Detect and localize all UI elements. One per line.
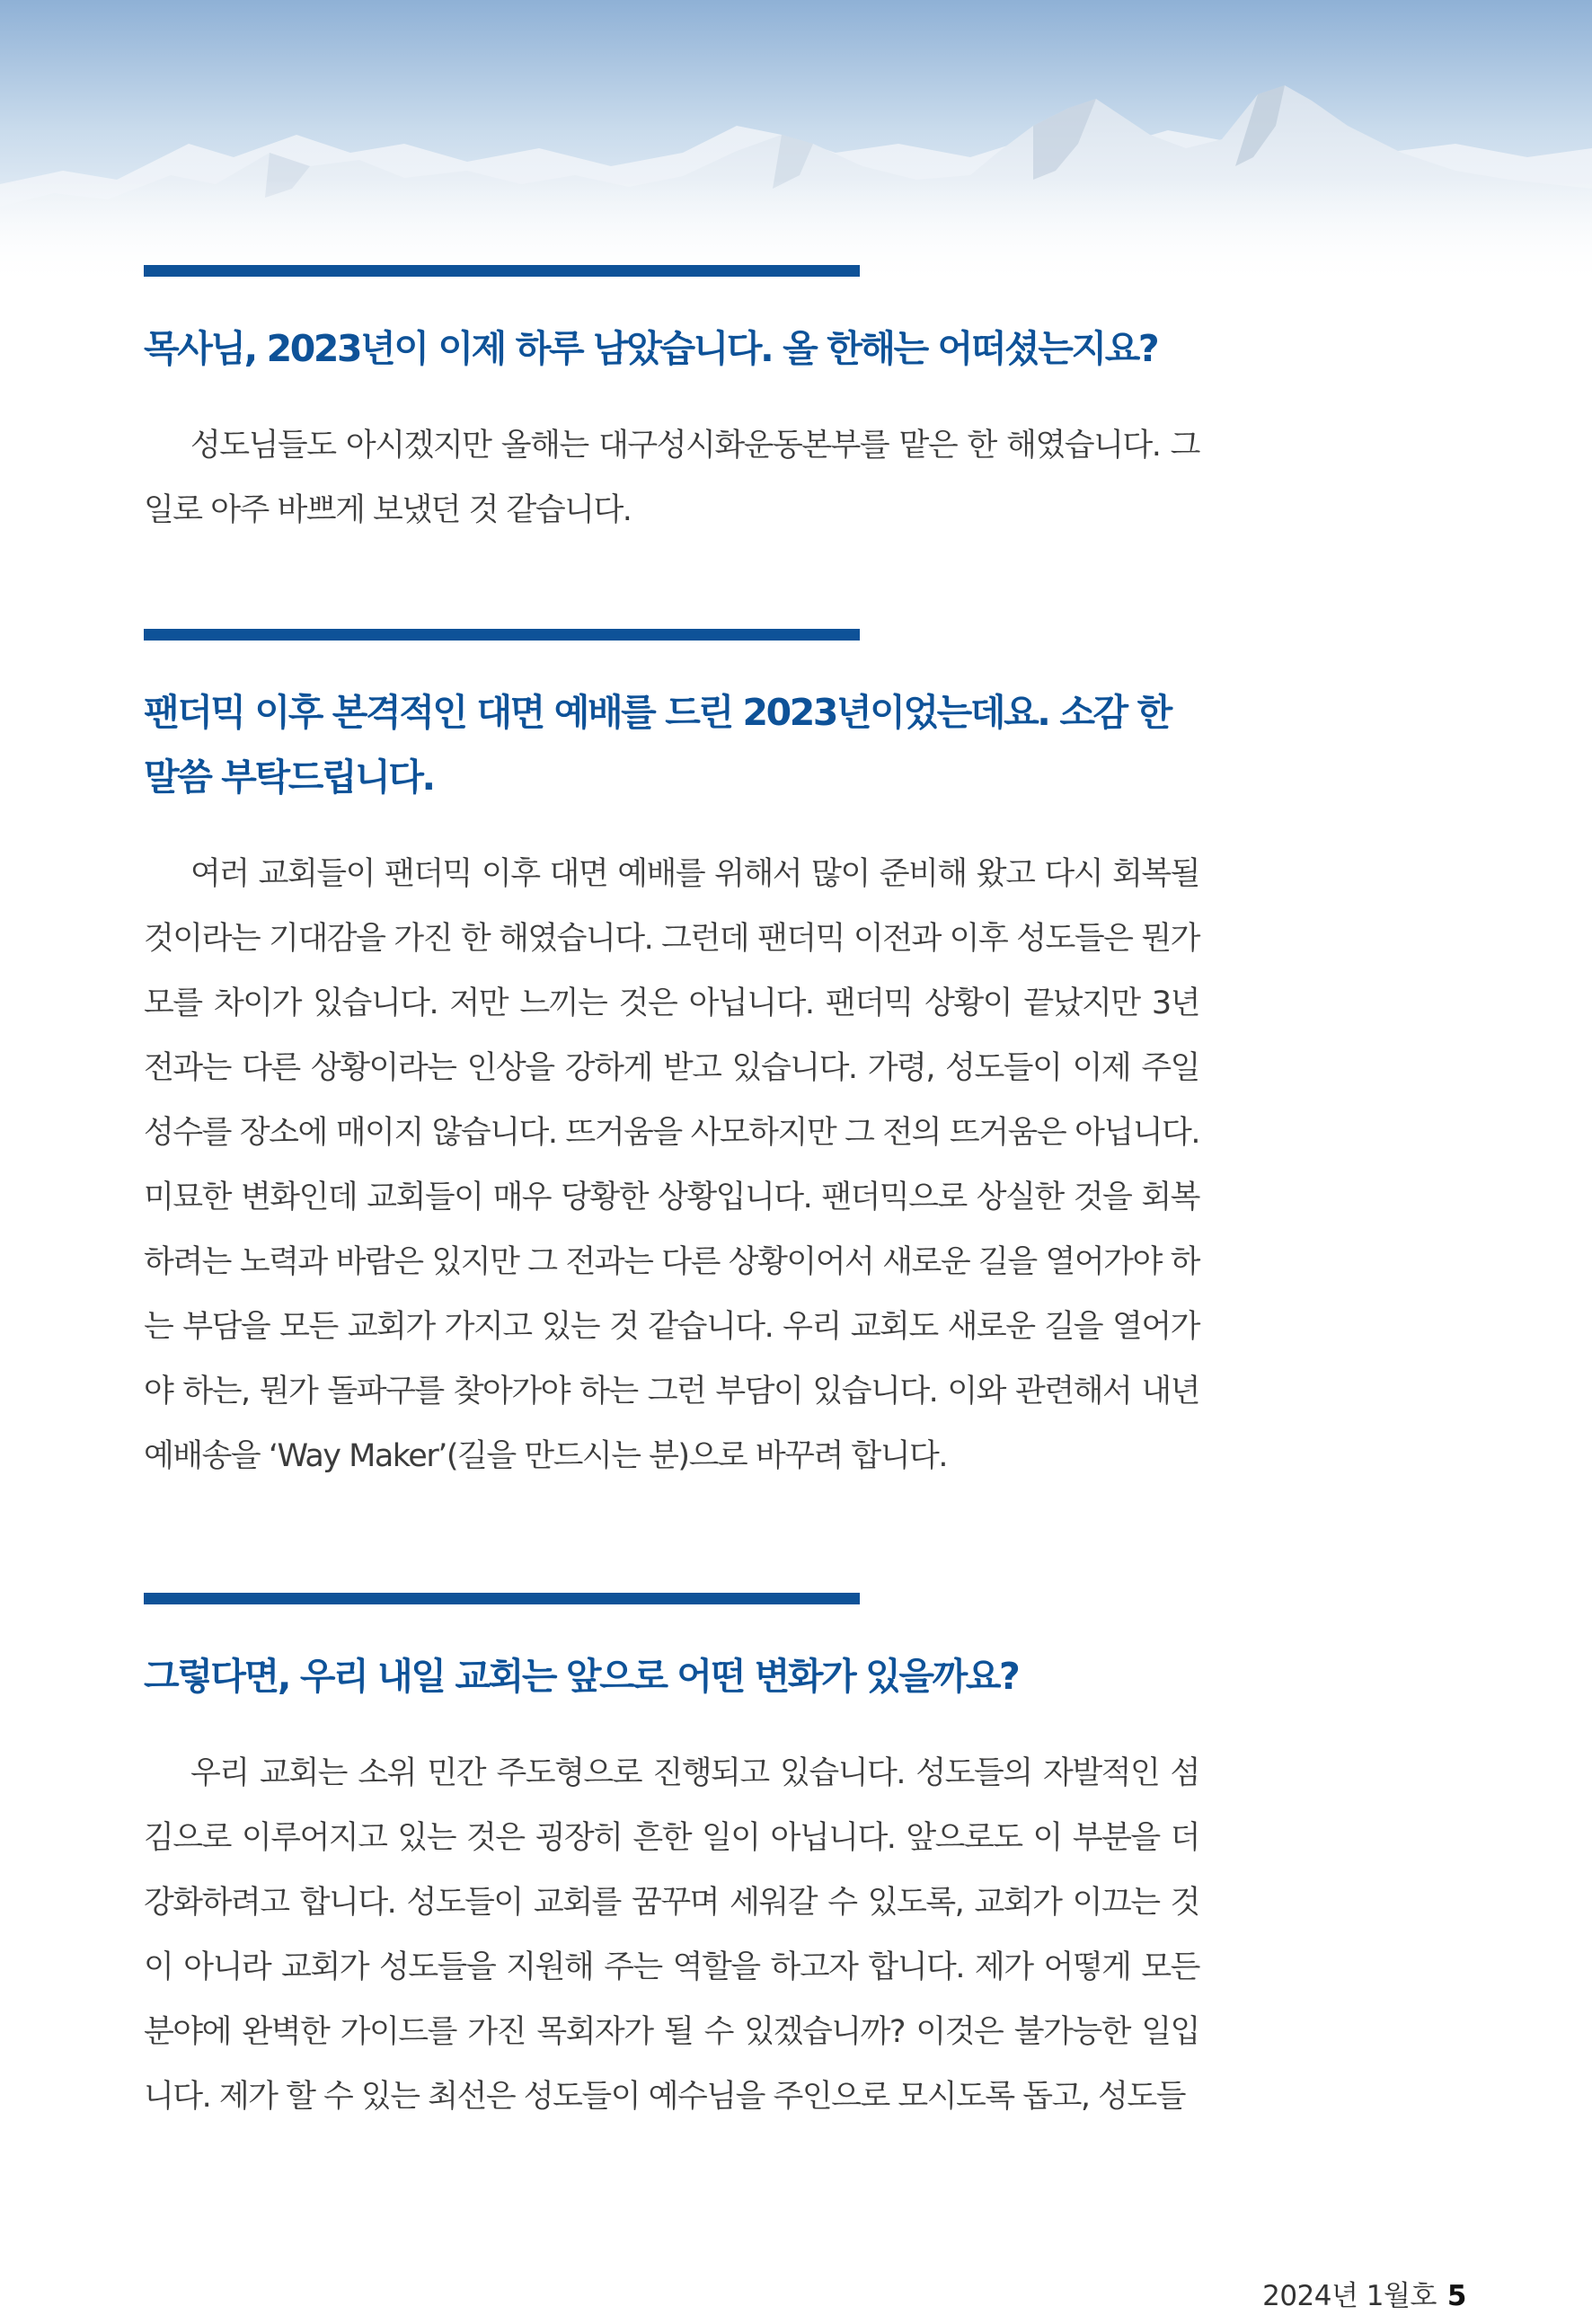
interview-section-2 (144, 629, 1199, 1489)
section-divider (144, 1593, 860, 1604)
question-heading: 목사님, 2023년이 이제 하루 남았습니다. 올 한해는 어떠셨는지요? (144, 327, 1158, 370)
interview-section-1 (144, 265, 1199, 543)
issue-label: 2024년 1월호 (1262, 2280, 1437, 2312)
mountain-header-image (0, 0, 1592, 287)
page-number: 5 (1446, 2280, 1466, 2312)
question-heading: 그렇다면, 우리 내일 교회는 앞으로 어떤 변화가 있을까요? (144, 1655, 1019, 1698)
page-footer (1262, 2273, 1466, 2313)
section-divider (144, 629, 860, 641)
section-divider (144, 265, 860, 277)
interview-section-3 (144, 1593, 1199, 2129)
question-heading: 팬더믹 이후 본격적인 대면 예배를 드린 2023년이었는데요. 소감 한 말씀 부탁드립니다. (144, 691, 1171, 799)
answer-paragraph: 성도님들도 아시겠지만 올해는 대구성시화운동본부를 맡은 한 해였습니다. 그 일로 아주 바쁘게 보냈던 것 같습니다. (144, 428, 1199, 528)
answer-paragraph: 우리 교회는 소위 민간 주도형으로 진행되고 있습니다. 성도들의 자발적인 섬김으로 이루어지고 있는 것은 굉장히 흔한 일이 아닙니다. 앞으로도 이 부분을 더 강화하려고 합니다. 성도들이 교회를 꿈꾸며 세워갈 수 있도록, 교회가 이끄는 것이 아니라 교회가 성도들을 지원해 주는 역할을 하고자 합니다. 제가 어떻게 모든 분야에 완벽한 가이드를 가진 목회자가 될 수 있겠습니까? 이것은 불가능한 일입니다. 제가 할 수 있는 최선은 성도들이 예수님을 주인으로 모시도록 돕고, 성도들 (144, 1755, 1199, 2115)
answer-paragraph: 여러 교회들이 팬더믹 이후 대면 예배를 위해서 많이 준비해 왔고 다시 회복될 것이라는 기대감을 가진 한 해였습니다. 그런데 팬더믹 이전과 이후 성도들은 뭔가 모를 차이가 있습니다. 저만 느끼는 것은 아닙니다. 팬더믹 상황이 끝났지만 3년 전과는 다른 상황이라는 인상을 강하게 받고 있습니다. 가령, 성도들이 이제 주일 성수를 장소에 매이지 않습니다. 뜨거움을 사모하지만 그 전의 뜨거움은 아닙니다. 미묘한 변화인데 교회들이 매우 당황한 상황입니다. 팬더믹으로 상실한 것을 회복하려는 노력과 바람은 있지만 그 전과는 다른 상황이어서 새로운 길을 열어가야 하는 부담을 모든 교회가 가지고 있는 것 같습니다. 우리 교회도 새로운 길을 열어가야 하는, 뭔가 돌파구를 찾아가야 하는 그런 부담이 있습니다. 이와 관련해서 내년 예배송을 ‘Way Maker’(길을 만드시는 분)으로 바꾸려 합니다. (144, 856, 1199, 1474)
